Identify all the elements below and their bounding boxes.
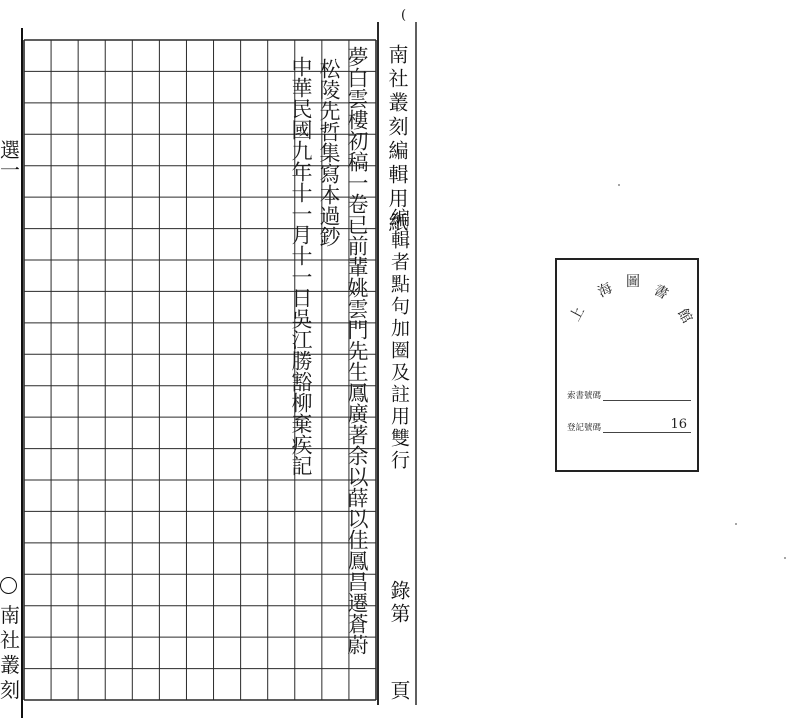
previous-page-char: 刻 [0,678,20,702]
spine-page-label: 頁 [387,680,411,703]
scan-speck [618,184,620,186]
spine-section-label: 錄第 [387,580,411,626]
manuscript-column: 中華民國九年十一月十一日吳江勝豁柳棄疾記 [289,56,313,476]
previous-page-char: 選 [0,138,20,162]
call-number-line [603,388,691,401]
spine-top-mark: ( [401,8,407,23]
manuscript-column: 夢白雲樓初稿一卷已前輩姚雲門先生鳳廣著余以薛以佳鳳昌遷蒼蔚 [345,46,369,655]
call-number-row [567,388,691,401]
registration-label: 登記號碼 [567,423,602,433]
previous-page-char: 社 [0,628,20,652]
scan-speck [735,523,737,525]
spine-subtitle: 編輯者點句加圈及註用雙行 [388,208,410,472]
stamp-char: 海 [595,280,616,301]
call-number-label: 索書號碼 [567,391,602,401]
stamp-char: 書 [650,282,671,303]
stamp-char: 上 [567,304,588,325]
library-card [555,258,699,472]
stamp-char: 館 [674,305,695,327]
previous-page-char: 南 [0,603,20,627]
previous-page-char: 一 [0,158,20,182]
previous-page-char: 叢 [0,653,20,677]
manuscript-column: 松陵先哲集寫本過鈔 [317,58,341,247]
scan-speck [784,557,786,559]
stamp-char: 圖 [626,274,640,290]
registration-row [567,417,691,433]
library-stamp [561,262,697,362]
registration-line [603,417,691,433]
spine-title: 南社叢刻編輯用紙 [385,44,409,236]
registration-number: 16 [670,417,688,432]
